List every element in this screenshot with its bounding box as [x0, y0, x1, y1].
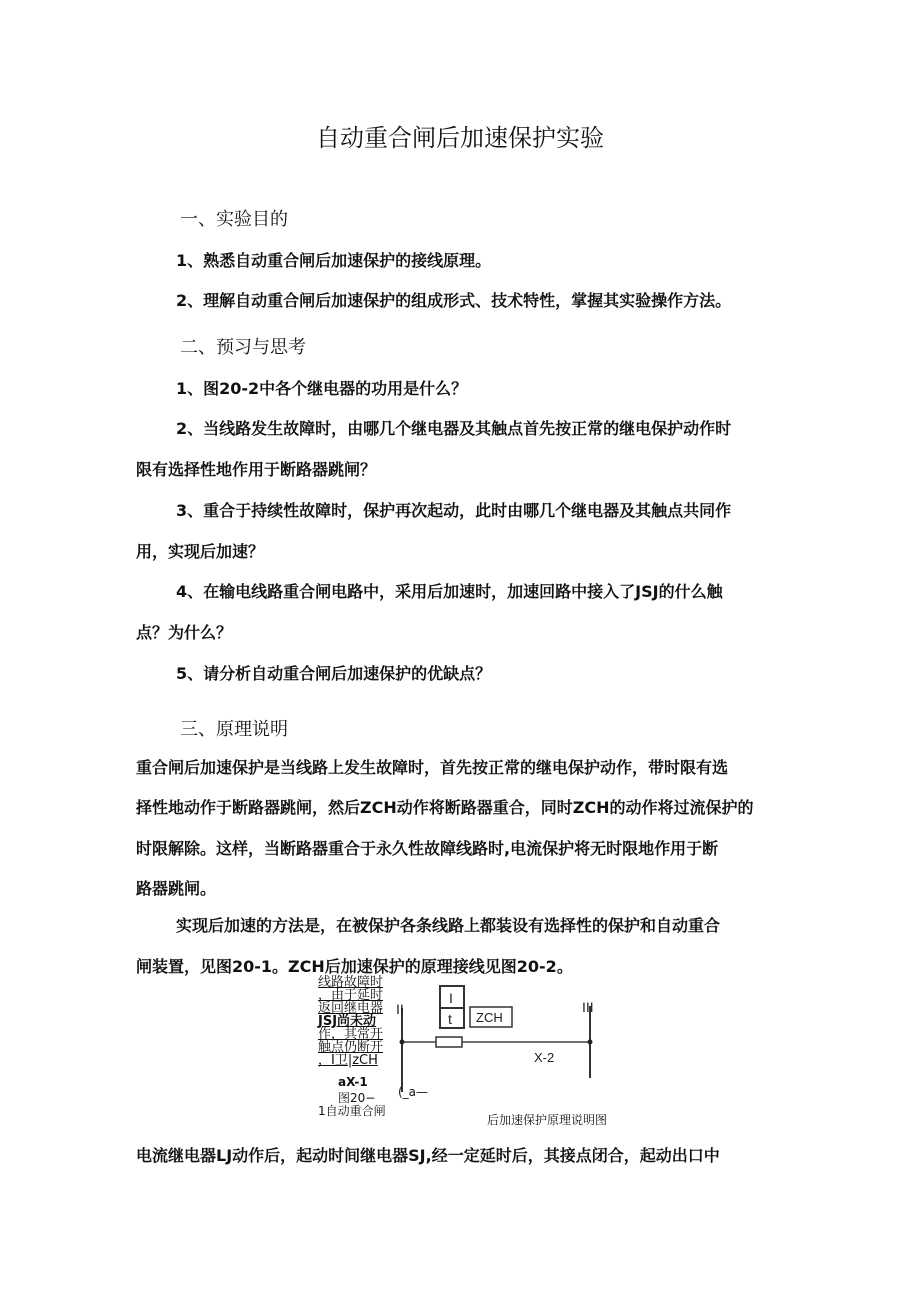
note-line: JSJ尚未动	[318, 1014, 377, 1029]
note-line: 作，其常开	[318, 1027, 384, 1042]
s2-q3-line2: 用，实现后加速？	[136, 542, 265, 561]
section-2-heading: 二、预习与思考	[180, 337, 306, 358]
s2-q3-line1: 3、重合于持续性故障时，保护再次起动，此时由哪几个继电器及其触点共同作	[176, 501, 732, 520]
note-line: 返回继电器	[318, 1001, 384, 1016]
label-ax1: aX-1	[338, 1075, 368, 1089]
label-x2: X-2	[534, 1050, 555, 1065]
breaker-symbol	[436, 1037, 462, 1047]
label-bus-iii: III	[582, 999, 594, 1015]
label-relay-i: I	[449, 990, 453, 1006]
section-3-heading: 三、原理说明	[180, 719, 288, 740]
figure-left-notes	[318, 976, 383, 1067]
circuit-diagram	[390, 980, 610, 1100]
figure-caption: 后加速保护原理说明图	[487, 1113, 608, 1127]
junction-dot	[400, 1040, 405, 1045]
note-line: ，I卫|zCH	[318, 1053, 378, 1068]
s2-q4-line2: 点？为什么？	[136, 623, 233, 642]
s2-q2-line1: 2、当线路发生故障时，由哪几个继电器及其触点首先按正常的继电保护动作时	[176, 419, 732, 438]
section-1-heading: 一、实验目的	[180, 209, 288, 230]
note-line: ，由于延时	[318, 988, 384, 1003]
s3-p1-line3: 时限解除。这样，当断路器重合于永久性故障线路时,电流保护将无时限地作用于断	[136, 839, 719, 858]
s3-p1-line4: 路器跳闸。	[136, 879, 217, 898]
label-zch: ZCH	[476, 1010, 503, 1025]
s1-item-1: 1、熟悉自动重合闸后加速保护的接线原理。	[176, 251, 492, 270]
s2-q2-line2: 限有选择性地作用于断路器跳闸？	[136, 460, 377, 479]
s3-p1-line1: 重合闸后加速保护是当线路上发生故障时，首先按正常的继电保护动作，带时限有选	[136, 758, 729, 777]
junction-dot	[588, 1040, 593, 1045]
relay-t-box	[440, 1008, 464, 1028]
label-bus-ii: II	[396, 1001, 404, 1017]
label-fig-caption-left: 1自动重合闸	[318, 1104, 386, 1118]
s3-p2-line1: 实现后加速的方法是，在被保护各条线路上都装设有选择性的保护和自动重合	[176, 916, 721, 935]
label-fig-number: 图20−	[338, 1091, 376, 1105]
page-title: 自动重合闸后加速保护实验	[316, 124, 604, 152]
s3-p2-line2: 闸装置，见图20-1。ZCH后加速保护的原理接线见图20-2。	[136, 957, 573, 976]
s1-item-2: 2、理解自动重合闸后加速保护的组成形式、技术特性，掌握其实验操作方法。	[176, 291, 732, 310]
s3-p1-line2: 择性地动作于断路器跳闸，然后ZCH动作将断路器重合，同时ZCH的动作将过流保护的	[136, 798, 754, 817]
label-relay-t: t	[448, 1011, 452, 1027]
note-line: 触点仍断开	[318, 1040, 384, 1055]
s2-q1: 1、图20-2中各个继电器的功用是什么？	[176, 379, 468, 398]
s2-q5: 5、请分析自动重合闸后加速保护的优缺点？	[176, 664, 492, 683]
s3-last-line: 电流继电器LJ动作后，起动时间继电器SJ,经一定延时后，其接点闭合，起动出口中	[136, 1146, 720, 1165]
s2-q4-line1: 4、在输电线路重合闸电路中，采用后加速时，加速回路中接入了JSJ的什么触	[176, 582, 723, 601]
label-a: (_a—	[398, 1085, 429, 1099]
note-line: 线路故障时	[318, 975, 384, 990]
